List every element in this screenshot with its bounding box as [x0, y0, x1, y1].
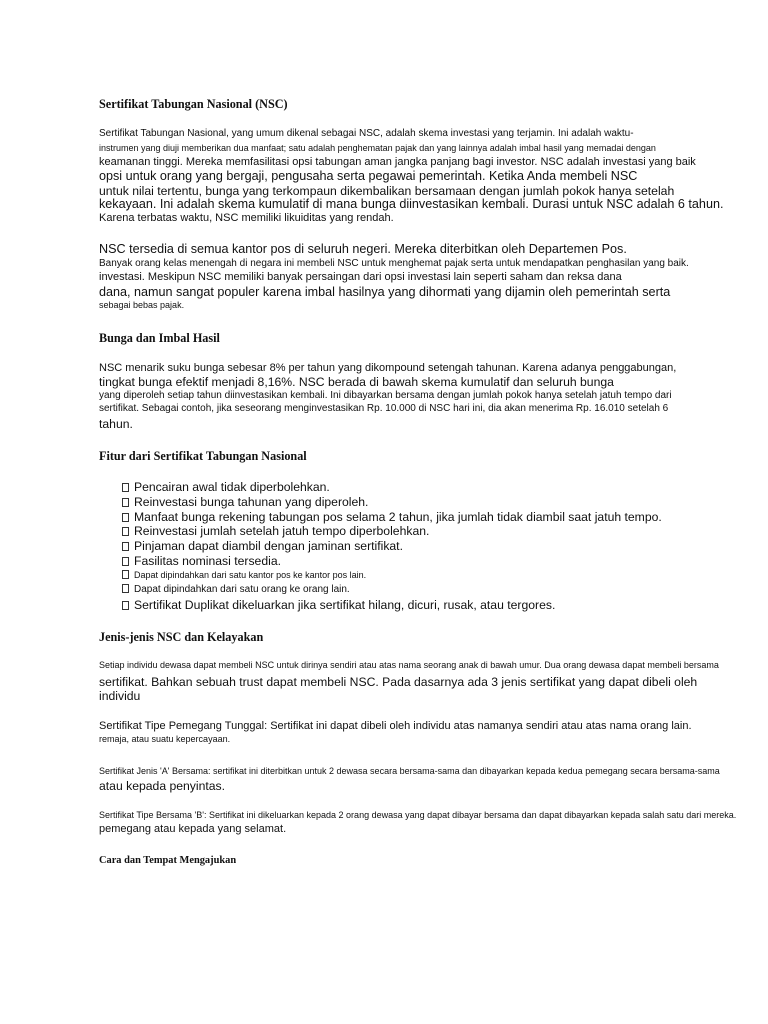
paragraph-line: kekayaan. Ini adalah skema kumulatif di mana bunga diinvestasikan kembali. Durasi untuk NSC adalah 6 tahun. [99, 197, 724, 211]
paragraph-line: sebagai bebas pajak. [99, 300, 185, 310]
paragraph-line: yang diperoleh setiap tahun diinvestasikan kembali. Ini dibayarkan bersama dengan jumlah pokok hanya setelah jatuh tempo dari [99, 390, 672, 401]
feature-list-item: Reinvestasi jumlah setelah jatuh tempo diperbolehkan. [122, 524, 429, 538]
feature-list-item: Dapat dipindahkan dari satu orang ke orang lain. [122, 584, 350, 595]
paragraph-line: opsi untuk orang yang bergaji, pengusaha serta pegawai pemerintah. Ketika Anda membeli NSC [99, 169, 638, 183]
heading-jenis: Jenis-jenis NSC dan Kelayakan [99, 630, 264, 644]
checkbox-glyph-icon [122, 483, 129, 492]
paragraph-line: individu [99, 689, 141, 703]
paragraph-line: tingkat bunga efektif menjadi 8,16%. NSC berada di bawah skema kumulatif dan seluruh bunga [99, 375, 614, 389]
paragraph-line: keamanan tinggi. Mereka memfasilitasi opsi tabungan aman jangka panjang bagi investor. NSC adalah investasi yang baik [99, 156, 696, 168]
paragraph-line: NSC menarik suku bunga sebesar 8% per tahun yang dikompound setengah tahunan. Karena adanya penggabungan, [99, 362, 677, 374]
paragraph-line: Setiap individu dewasa dapat membeli NSC untuk dirinya sendiri atau atas nama seorang anak di bawah umur. Dua orang dewasa dapat membeli bersama [99, 660, 719, 670]
paragraph-line: Karena terbatas waktu, NSC memiliki likuiditas yang rendah. [99, 212, 394, 224]
checkbox-glyph-icon [122, 584, 129, 593]
checkbox-glyph-icon [122, 498, 129, 507]
feature-list-item: Pinjaman dapat diambil dengan jaminan sertifikat. [122, 539, 403, 553]
checkbox-glyph-icon [122, 570, 129, 579]
checkbox-glyph-icon [122, 557, 129, 566]
paragraph-line: tahun. [99, 417, 133, 431]
feature-list-item: Reinvestasi bunga tahunan yang diperoleh. [122, 495, 368, 509]
paragraph-line: sertifikat. Sebagai contoh, jika seseorang menginvestasikan Rp. 10.000 di NSC hari ini, dia akan menerima Rp. 16.010 setelah 6 [99, 403, 669, 414]
heading-fitur: Fitur dari Sertifikat Tabungan Nasional [99, 449, 307, 463]
heading-nsc: Sertifikat Tabungan Nasional (NSC) [99, 97, 288, 111]
paragraph-line: untuk nilai tertentu, bunga yang terkompaun dikembalikan bersamaan dengan jumlah pokok hanya setelah [99, 184, 675, 198]
checkbox-glyph-icon [122, 542, 129, 551]
paragraph-line: Sertifikat Tipe Bersama 'B': Sertifikat ini dikeluarkan kepada 2 orang dewasa yang dapat dibayar bersama dan dapat dibayarkan kepada salah satu dari mereka. [99, 810, 737, 820]
feature-list-item: Pencairan awal tidak diperbolehkan. [122, 480, 330, 494]
feature-list-item: Fasilitas nominasi tersedia. [122, 554, 281, 568]
heading-cara: Cara dan Tempat Mengajukan [99, 855, 237, 866]
paragraph-line: instrumen yang diuji memberikan dua manfaat; satu adalah penghematan pajak dan yang lainnya adalah imbal hasil yang memadai dengan [99, 143, 656, 153]
checkbox-glyph-icon [122, 527, 129, 536]
paragraph-line: NSC tersedia di semua kantor pos di seluruh negeri. Mereka diterbitkan oleh Departemen Pos. [99, 242, 627, 256]
paragraph-line: investasi. Meskipun NSC memiliki banyak persaingan dari opsi investasi lain seperti saham dan reksa dana [99, 271, 622, 283]
checkbox-glyph-icon [122, 601, 129, 610]
feature-list-item: Sertifikat Duplikat dikeluarkan jika sertifikat hilang, dicuri, rusak, atau tergores. [122, 598, 555, 612]
checkbox-glyph-icon [122, 513, 129, 522]
feature-list-item: Dapat dipindahkan dari satu kantor pos ke kantor pos lain. [122, 570, 366, 580]
paragraph-line: Banyak orang kelas menengah di negara ini membeli NSC untuk menghemat pajak serta untuk mendapatkan penghasilan yang baik. [99, 258, 689, 269]
paragraph-line: dana, namun sangat populer karena imbal hasilnya yang dihormati yang dijamin oleh pemerintah serta [99, 285, 671, 299]
paragraph-line: remaja, atau suatu kepercayaan. [99, 734, 231, 744]
paragraph-line: Sertifikat Tabungan Nasional, yang umum dikenal sebagai NSC, adalah skema investasi yang terjamin. Ini adalah waktu- [99, 128, 634, 139]
paragraph-line: sertifikat. Bahkan sebuah trust dapat membeli NSC. Pada dasarnya ada 3 jenis sertifikat yang dapat dibeli oleh [99, 675, 698, 689]
heading-bunga: Bunga dan Imbal Hasil [99, 331, 220, 345]
paragraph-line: atau kepada penyintas. [99, 779, 226, 793]
paragraph-line: Sertifikat Tipe Pemegang Tunggal: Sertifikat ini dapat dibeli oleh individu atas namanya sendiri atau atas nama orang lain. [99, 720, 692, 732]
paragraph-line: Sertifikat Jenis 'A' Bersama: sertifikat ini diterbitkan untuk 2 dewasa secara bersama-sama dan dibayarkan kepada kedua pemegang secara bersama-sama [99, 766, 720, 776]
feature-list-item: Manfaat bunga rekening tabungan pos selama 2 tahun, jika jumlah tidak diambil saat jatuh tempo. [122, 510, 662, 524]
paragraph-line: pemegang atau kepada yang selamat. [99, 823, 287, 835]
